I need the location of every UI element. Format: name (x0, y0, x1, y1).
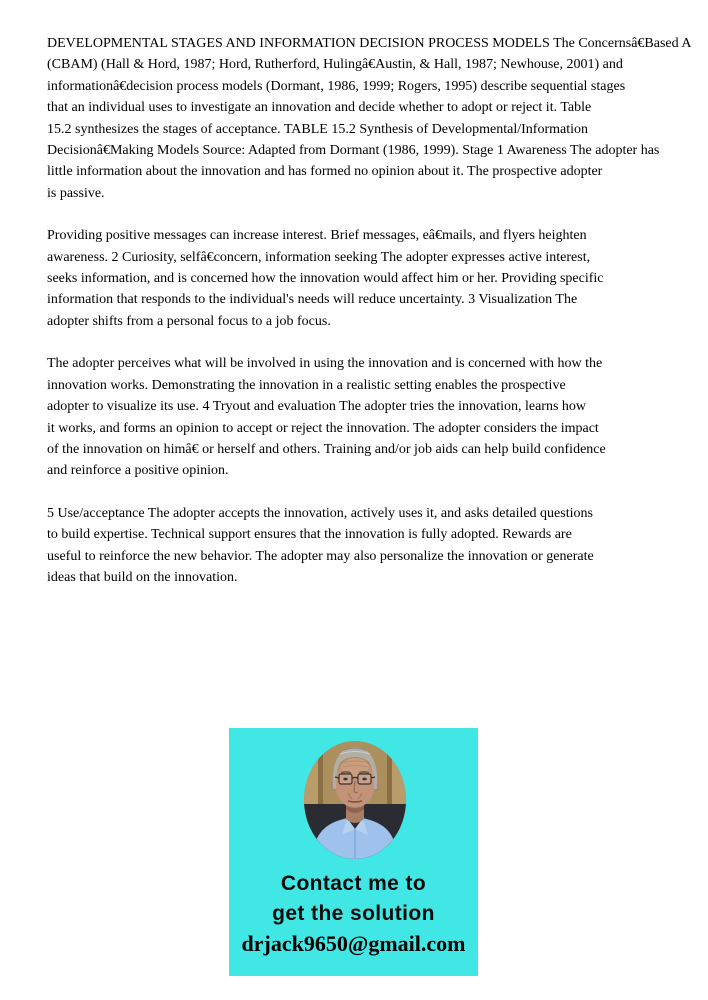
text-line: and reinforce a positive opinion. (47, 463, 229, 479)
text-line: ideas that build on the innovation. (47, 569, 238, 585)
text-line: Providing positive messages can increase interest. Brief messages, eâ€mails, and flyers heighten (47, 228, 587, 244)
contact-card (229, 728, 478, 976)
text-line: it works, and forms an opinion to accept or reject the innovation. The adopter considers the impact (47, 420, 599, 436)
text-line: awareness. 2 Curiosity, selfâ€concern, information seeking The adopter expresses active interest, (47, 249, 591, 265)
contact-headline-line1: Contact me to (280, 872, 427, 895)
text-line: (CBAM) (Hall & Hord, 1987; Hord, Rutherford, Hulingâ€Austin, & Hall, 1987; Newhouse, 2001) and (47, 57, 623, 73)
contact-headline-line2: get the solution (272, 902, 435, 925)
text-line: useful to reinforce the new behavior. The adopter may also personalize the innovation or generate (47, 548, 594, 564)
portrait-photo (304, 741, 406, 859)
text-line: 15.2 synthesizes the stages of acceptance. TABLE 15.2 Synthesis of Developmental/Information (47, 121, 588, 137)
contact-headline (229, 869, 478, 929)
document-text (47, 33, 691, 609)
text-line: adopter shifts from a personal focus to a job focus. (47, 313, 331, 329)
text-line: DEVELOPMENTAL STAGES AND INFORMATION DECISION PROCESS MODELS The Concernsâ€Based A (47, 36, 692, 51)
text-line: of the innovation on himâ€ or herself and others. Training and/or job aids can help build confidence (47, 441, 606, 457)
text-line: to build expertise. Technical support ensures that the innovation is fully adopted. Rewards are (47, 527, 572, 543)
text-line: The adopter perceives what will be involved in using the innovation and is concerned with how the (47, 356, 603, 372)
paragraph-1 (47, 33, 691, 204)
text-line: informationâ€decision process models (Dormant, 1986, 1999; Rogers, 1995) describe sequential stages (47, 78, 626, 94)
text-line: little information about the innovation and has formed no opinion about it. The prospective adopter (47, 164, 603, 180)
text-line: that an individual uses to investigate an innovation and decide whether to adopt or reject it. Table (47, 100, 592, 116)
contact-email: drjack9650@gmail.com (241, 931, 466, 956)
text-line: seeks information, and is concerned how the innovation would affect him or her. Providing specific (47, 271, 604, 287)
paragraph-2 (47, 225, 691, 332)
text-line: adopter to visualize its use. 4 Tryout and evaluation The adopter tries the innovation, learns how (47, 399, 587, 415)
text-line: information that responds to the individual's needs will reduce uncertainty. 3 Visualization The (47, 292, 578, 308)
text-line: is passive. (47, 185, 105, 201)
text-line: Decisionâ€Making Models Source: Adapted from Dormant (1986, 1999). Stage 1 Awareness The adopter has (47, 143, 660, 159)
paragraph-4 (47, 503, 691, 589)
text-line: innovation works. Demonstrating the innovation in a realistic setting enables the prospective (47, 377, 566, 393)
paragraph-3 (47, 353, 691, 481)
text-line: 5 Use/acceptance The adopter accepts the innovation, actively uses it, and asks detailed questions (47, 505, 593, 521)
